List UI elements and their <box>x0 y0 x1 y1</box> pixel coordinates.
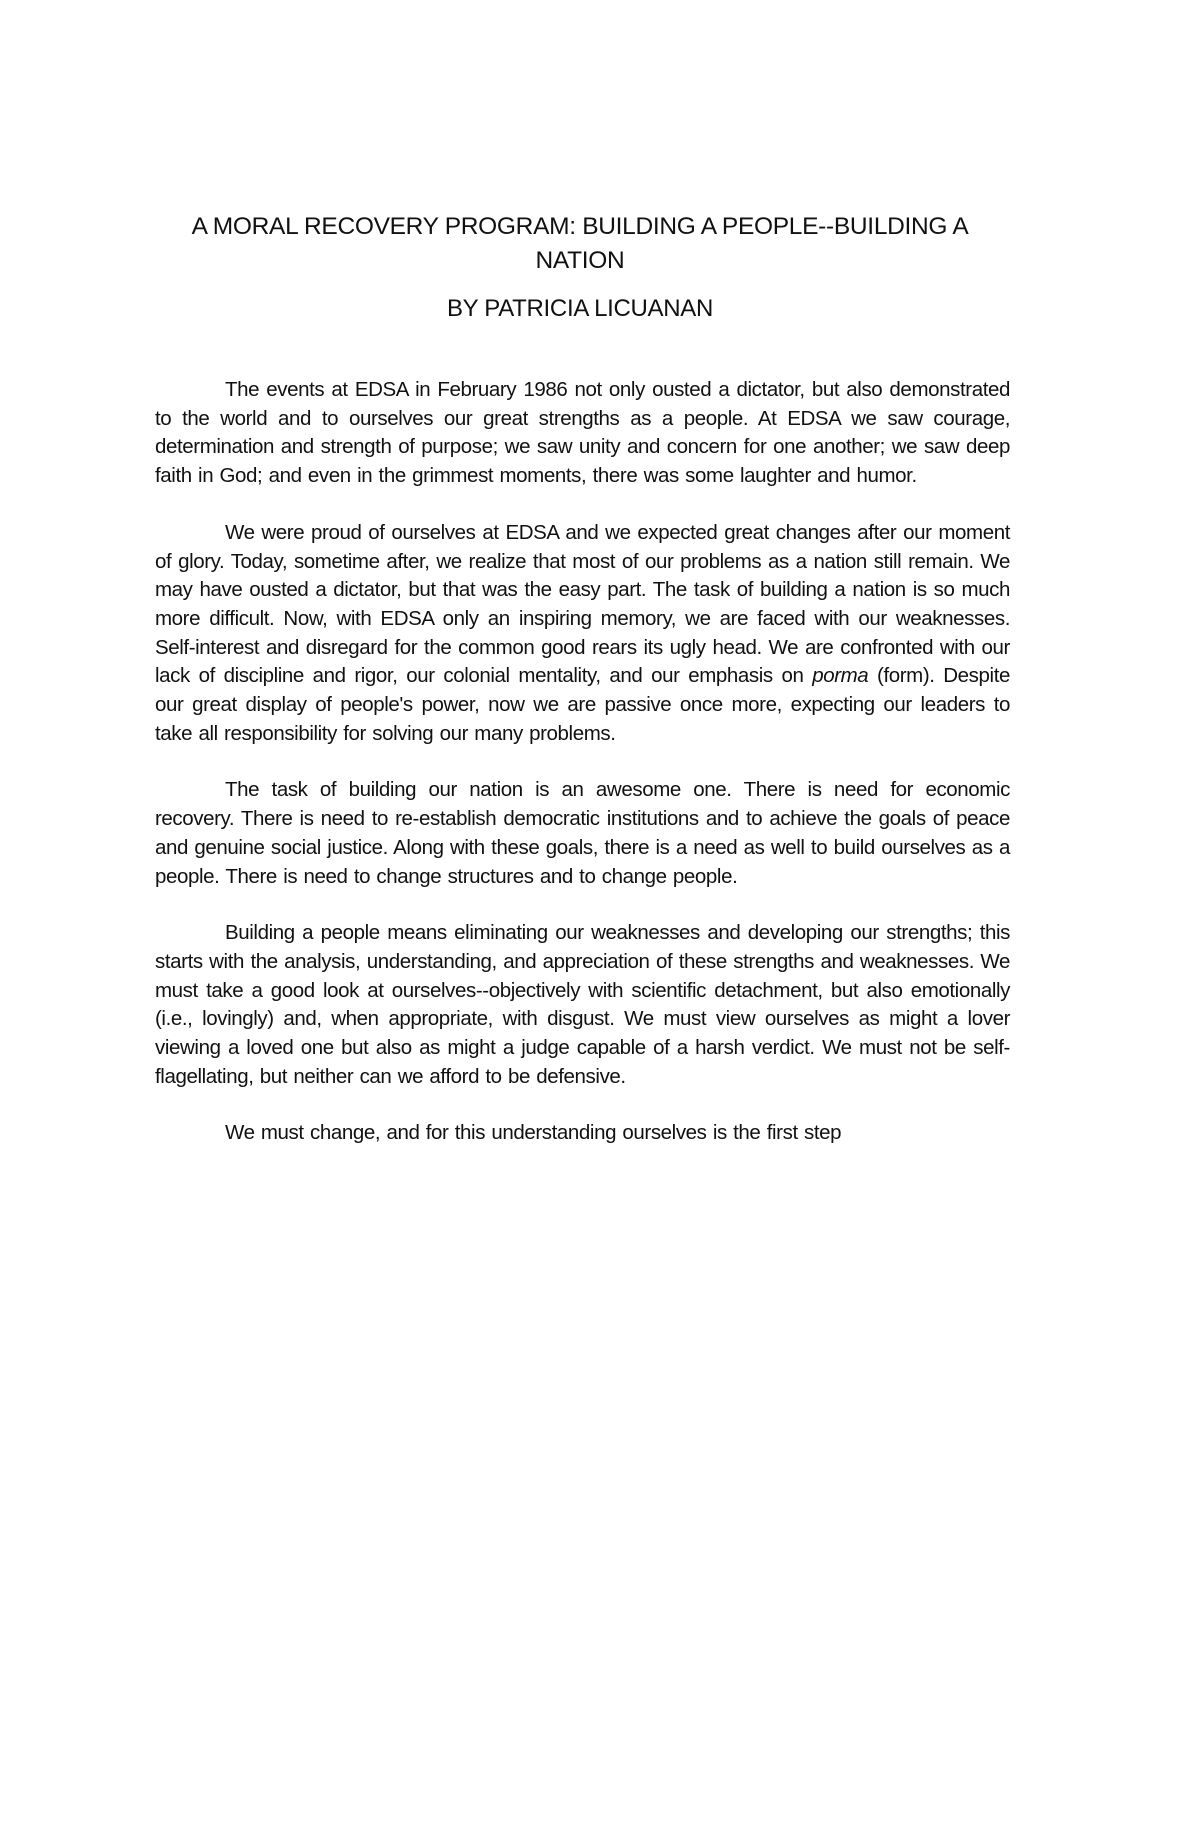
document-author: BY PATRICIA LICUANAN <box>446 295 714 322</box>
paragraph-building-a-people: Building a people means eliminating our weaknesses and developing our strengths; this starts with the analysis, understanding, and appreciation of these strengths and weaknesses. We must take a good look at ourselves--objectively with scientific detachment, but also emotionally (i.e., lovingly) and, when appropriate, with disgust. We must view ourselves as might a lover viewing a loved one but also as might a judge capable of a harsh verdict. We must not be self-flagellating, but neither can we afford to be defensive. <box>155 921 1010 1088</box>
paragraph-text: (form). Despite our great display of people's power, now we are passive once more, expecting our leaders to take all responsibility for solving our many problems. <box>155 664 1010 745</box>
paragraph-text: We were proud of ourselves at EDSA and we expected great changes after our moment of glory. Today, sometime after, we realize that most of our problems as a nation still remain. We may have ousted a dictator, but that was the easy part. The task of building a nation is so much more difficult. Now, with EDSA only an inspiring memory, we are faced with our weaknesses. Self-interest and disregard for the common good rears its ugly head. We are confronted with our lack of discipline and rigor, our colonial mentality, and our emphasis on <box>155 520 1010 688</box>
paragraph-proud-of-ourselves <box>155 519 1010 749</box>
document-body <box>155 376 1010 1176</box>
paragraph-task-of-building: The task of building our nation is an awesome one. There is need for economic recovery. There is need to re-establish democratic institutions and to achieve the goals of peace and genuine social justice. Along with these goals, there is a need as well to build ourselves as a people. There is need to change structures and to change people. <box>155 778 1010 888</box>
paragraph-we-must-change: We must change, and for this understanding ourselves is the first step <box>225 1121 842 1145</box>
document-title: A MORAL RECOVERY PROGRAM: BUILDING A PEOPLE--BUILDING A NATION <box>191 213 969 274</box>
paragraph-edsa-events: The events at EDSA in February 1986 not only ousted a dictator, but also demonstrated to the world and to ourselves our great strengths as a people. At EDSA we saw courage, determination and strength of purpose; we saw unity and concern for one another; we saw deep faith in God; and even in the grimmest moments, there was some laughter and humor. <box>155 378 1010 488</box>
italic-term-porma: porma <box>812 664 869 688</box>
